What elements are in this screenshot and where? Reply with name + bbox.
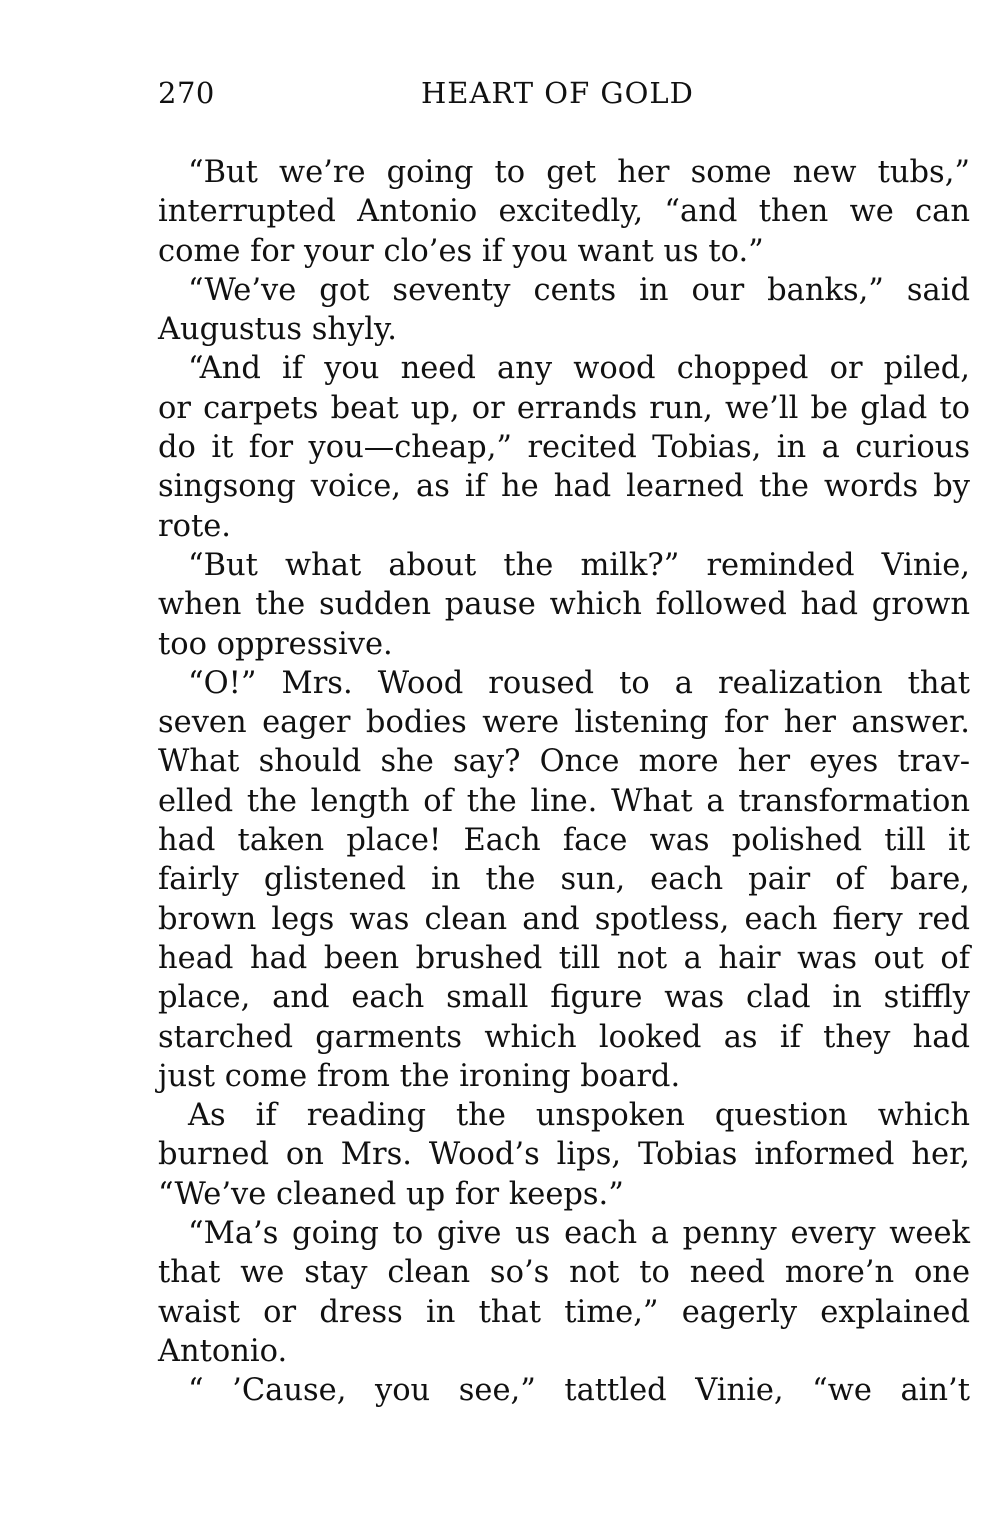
text-line: “O!” Mrs. Wood roused to a realization that bbox=[188, 665, 970, 701]
text-line: too oppressive. bbox=[158, 626, 393, 662]
body-text bbox=[158, 153, 970, 1411]
text-line: starched garments which looked as if they had bbox=[158, 1019, 970, 1055]
text-line: fairly glistened in the sun, each pair of bare, bbox=[158, 862, 970, 898]
text-line: elled the length of the line. What a transformation bbox=[158, 783, 970, 819]
text-line: “We’ve cleaned up for keeps.” bbox=[158, 1176, 624, 1212]
running-head bbox=[158, 76, 970, 116]
page-number: 270 bbox=[158, 76, 215, 110]
text-line: Augustus shyly. bbox=[158, 312, 397, 348]
book-title: HEART OF GOLD bbox=[421, 76, 694, 110]
text-line: “But what about the milk?” reminded Vinie, bbox=[188, 547, 970, 583]
text-line: had taken place! Each face was polished till it bbox=[158, 823, 970, 859]
text-line: interrupted Antonio excitedly, “and then we can bbox=[158, 194, 970, 230]
text-line: waist or dress in that time,” eagerly explained bbox=[158, 1294, 970, 1330]
text-line: place, and each small figure was clad in stiffly bbox=[158, 980, 970, 1016]
text-line: come for your clo’es if you want us to.” bbox=[158, 233, 764, 269]
text-line: when the sudden pause which followed had grown bbox=[158, 587, 970, 623]
text-line: singsong voice, as if he had learned the words by bbox=[158, 469, 970, 505]
text-line: head had been brushed till not a hair was out of bbox=[158, 940, 970, 976]
text-line: seven eager bodies were listening for her answer. bbox=[158, 705, 970, 741]
text-line: “But we’re going to get her some new tubs,” bbox=[188, 155, 970, 190]
text-line: rote. bbox=[158, 508, 231, 544]
text-line: burned on Mrs. Wood’s lips, Tobias informed her, bbox=[158, 1137, 970, 1173]
text-line: “We’ve got seventy cents in our banks,” said bbox=[188, 272, 970, 308]
text-line: As if reading the unspoken question which bbox=[188, 1098, 970, 1134]
text-line: “Ma’s going to give us each a penny every week bbox=[188, 1216, 970, 1252]
text-line: or carpets beat up, or errands run, we’ll be glad to bbox=[158, 390, 970, 426]
text-line: “ ’Cause, you see,” tattled Vinie, “we ain’t bbox=[188, 1373, 970, 1409]
text-line: “And if you need any wood chopped or piled, bbox=[188, 351, 970, 387]
text-line: Antonio. bbox=[158, 1333, 288, 1369]
text-line: What should she say? Once more her eyes trav- bbox=[158, 744, 970, 780]
text-line: brown legs was clean and spotless, each fiery red bbox=[158, 901, 970, 937]
text-line: just come from the ironing board. bbox=[158, 1058, 681, 1094]
text-line: do it for you—cheap,” recited Tobias, in a curious bbox=[158, 430, 970, 466]
text-line: that we stay clean so’s not to need more’n one bbox=[158, 1255, 970, 1291]
